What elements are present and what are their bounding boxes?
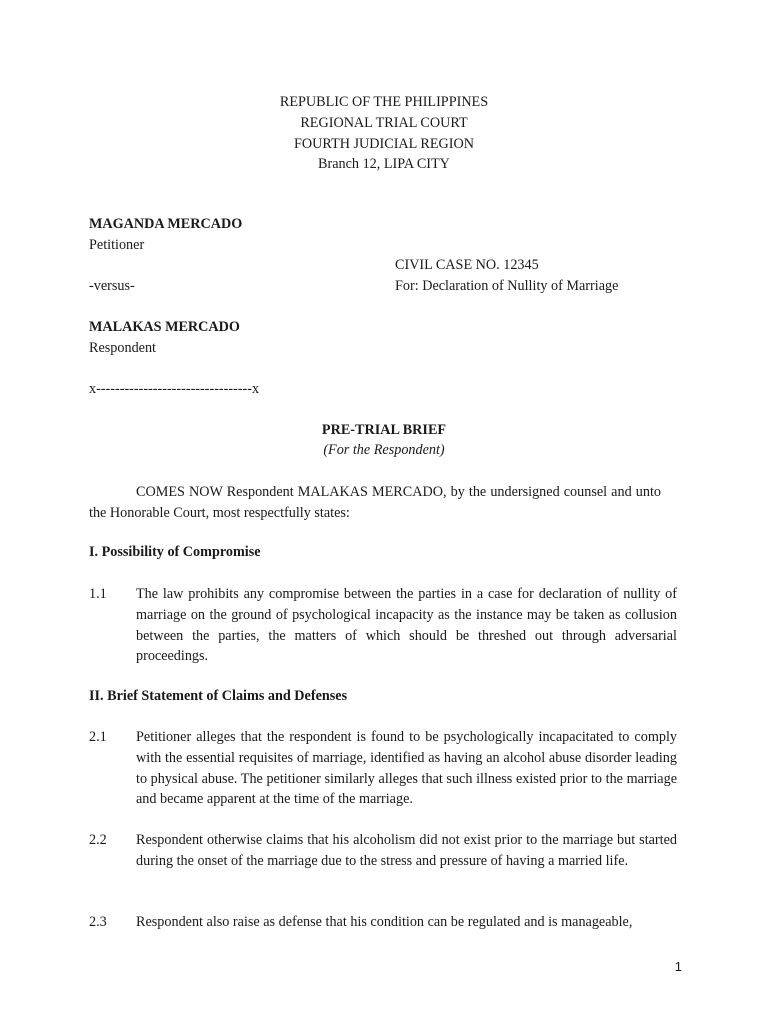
intro-paragraph: COMES NOW Respondent MALAKAS MERCADO, by the undersigned counsel and unto the Honorable Court, most respectfully states:: [89, 484, 661, 521]
item-number: 2.1: [89, 729, 107, 745]
document-subtitle: (For the Respondent): [323, 442, 445, 458]
header-court: REGIONAL TRIAL COURT: [300, 114, 468, 131]
item-text: Petitioner alleges that the respondent is found to be psychologically incapacitated to comply with the essential requisites of marriage, identified as having an alcohol abuse disorder leading to physical abuse. The petitioner similarly alleges that such illness existed prior to the marriage and became apparent at the time of the marriage.: [136, 729, 677, 808]
respondent-name: MALAKAS MERCADO: [89, 319, 240, 335]
item-text: The law prohibits any compromise between the parties in a case for declaration of nullity of marriage on the ground of psychological incapacity as the instance may be taken as collusion between the parties, the matters of which should be threshed out through adversarial proceedings.: [136, 586, 677, 665]
respondent-role: Respondent: [89, 340, 156, 356]
item-number: 2.3: [89, 914, 107, 930]
versus-label: -versus-: [89, 278, 135, 294]
section-heading: I. Possibility of Compromise: [89, 544, 261, 560]
page-number: 1: [674, 959, 682, 974]
case-nature: For: Declaration of Nullity of Marriage: [395, 278, 619, 294]
header-republic: REPUBLIC OF THE PHILIPPINES: [279, 94, 489, 110]
case-number: CIVIL CASE NO. 12345: [395, 257, 539, 273]
item-number: 1.1: [89, 586, 107, 602]
caption-separator: x---------------------------------x: [89, 381, 260, 397]
header-region: FOURTH JUDICIAL REGION: [294, 135, 474, 152]
item-number: 2.2: [89, 832, 107, 848]
item-text: Respondent also raise as defense that his condition can be regulated and is manageable,: [136, 914, 633, 930]
petitioner-name: MAGANDA MERCADO: [89, 216, 243, 232]
court-header: [0, 92, 768, 175]
item-text: Respondent otherwise claims that his alcoholism did not exist prior to the marriage but started during the onset of the marriage due to the stress and pressure of having a married life.: [136, 832, 677, 869]
section-heading: II. Brief Statement of Claims and Defenses: [89, 688, 348, 704]
document-title: PRE-TRIAL BRIEF: [321, 422, 447, 438]
petitioner-role: Petitioner: [89, 237, 145, 253]
header-branch: Branch 12, LIPA CITY: [318, 156, 450, 173]
